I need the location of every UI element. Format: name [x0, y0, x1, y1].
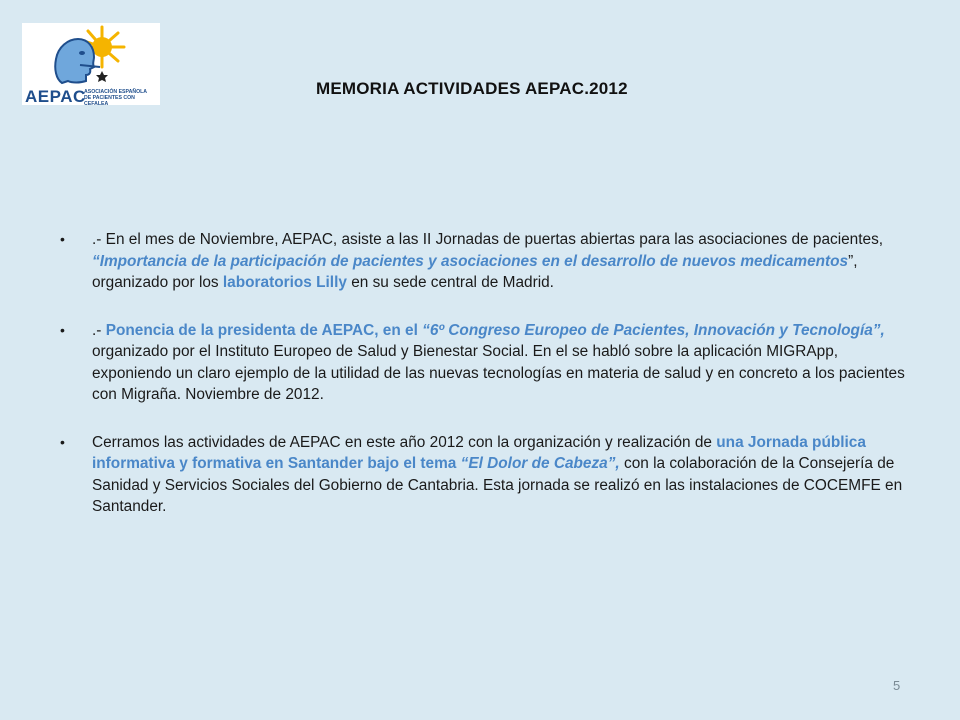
event-title: “Importancia de la participación de pacientes y asociaciones en el desarrollo de nuevos medicamentos	[92, 252, 849, 270]
organizer-highlight: laboratorios Lilly	[222, 274, 347, 291]
logo-subtitle: ASOCIACIÓN ESPAÑOLA DE PACIENTES CON CEFALEA	[84, 89, 148, 107]
congress-title: “6º Congreso Europeo de Pacientes, Innovación y Tecnología”,	[422, 321, 885, 339]
logo-wordmark: AEPAC	[25, 87, 86, 106]
bullet-item-jornada: • Cerramos las actividades de AEPAC en este año 2012 con la organización y realización de una Jornada pública informativa y formativa en Santander bajo el tema “El Dolor de Cabeza”, con la colaboración de la Consejería de Sanidad y Servicios Sociales del Gobierno de Cantabria. Esta jornada se realizó en las instalaciones de COCEMFE en Santander.	[60, 433, 903, 515]
page-title: MEMORIA ACTIVIDADES AEPAC.2012	[316, 79, 628, 98]
jornada-theme: “El Dolor de Cabeza”,	[460, 455, 620, 472]
bullet-dot: •	[60, 231, 65, 247]
bullet-list	[60, 229, 910, 544]
ponencia-highlight: Ponencia de la presidenta de AEPAC, en el	[105, 321, 423, 339]
page-number: 5	[893, 678, 901, 693]
bullet-item-lilly: • .- En el mes de Noviembre, AEPAC, asiste a las II Jornadas de puertas abiertas para las asociaciones de pacientes, “Importancia de la participación de pacientes y asociaciones en el desarrollo de nuevos medicamentos”, organizado por los laboratorios Lilly en su sede central de Madrid.	[60, 231, 884, 291]
bullet-dot: •	[60, 321, 65, 338]
bullet-dot: •	[60, 433, 65, 450]
aepac-logo	[22, 23, 160, 105]
jornada-highlight: una Jornada pública informativa y formativa en Santander bajo el tema	[92, 433, 866, 472]
bullet-item-congreso: • .- Ponencia de la presidenta de AEPAC, en el “6º Congreso Europeo de Pacientes, Innovación y Tecnología”, organizado por el Instituto Europeo de Salud y Bienestar Social. En el se habló sobre la aplicación MIGRApp, exponiendo un claro ejemplo de la utilidad de las nuevas tecnologías en materia de salud y en concreto a los pacientes con Migraña. Noviembre de 2012.	[60, 321, 905, 403]
